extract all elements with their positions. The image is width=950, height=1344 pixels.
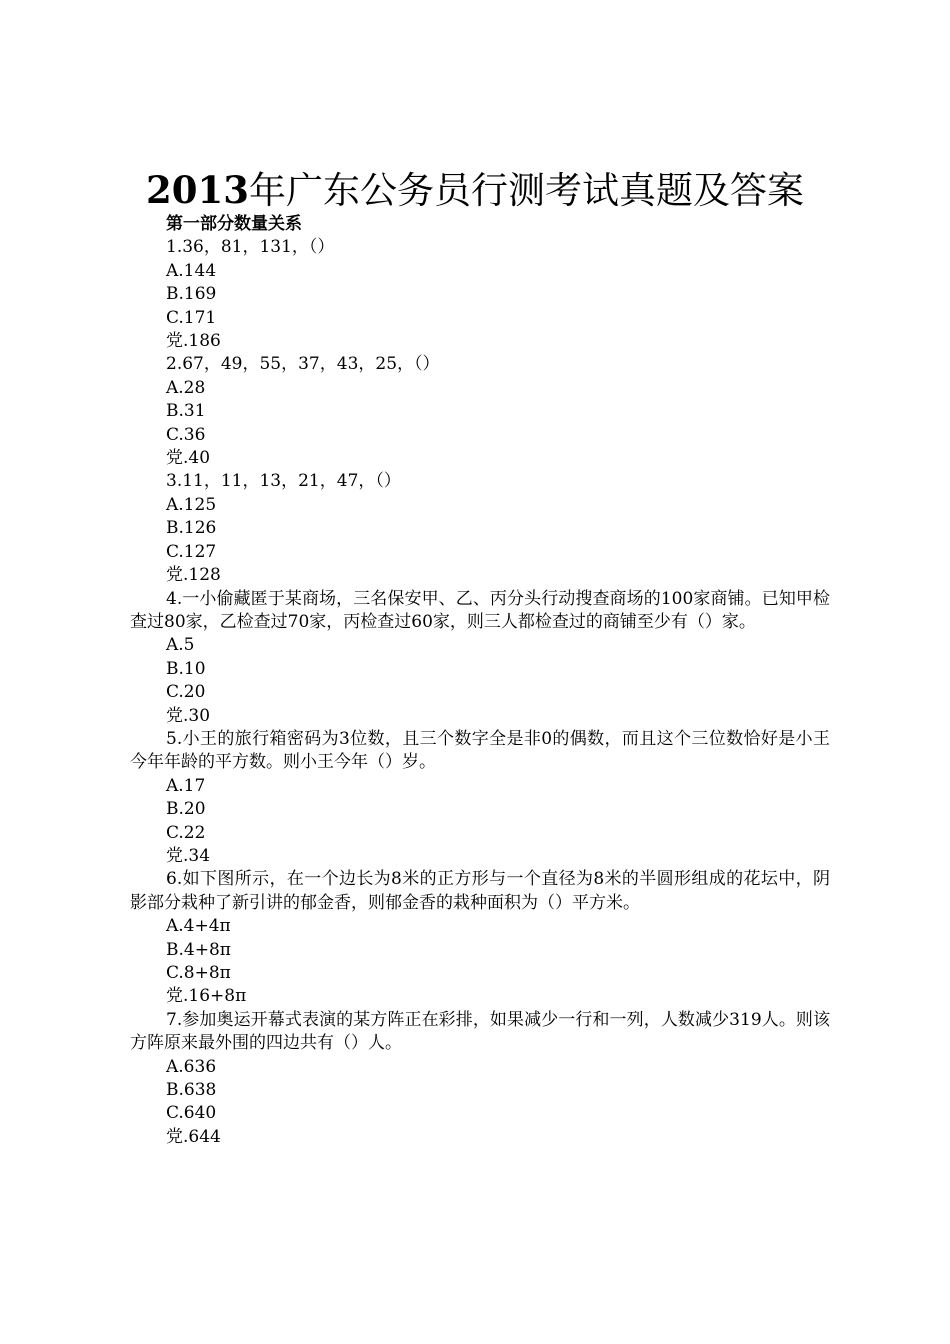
answer-option: C.640 [166,1103,217,1124]
question-stem: 7.参加奥运开幕式表演的某方阵正在彩排，如果减少一行和一列，人数减少319人。则该方阵原来最外围的四边共有（）人。 [130,1009,830,1054]
answer-option: 党.30 [166,705,211,726]
question-5 [130,728,830,868]
answer-option: B.169 [166,284,217,305]
answer-option: C.8+8π [166,963,231,983]
answer-option: B.638 [166,1080,217,1101]
question-list [130,236,830,1149]
question-stem: 4.一小偷藏匿于某商场，三名保安甲、乙、丙分头行动搜查商场的100家商铺。已知甲检查过80家，乙检查过70家，丙检查过60家，则三人都检查过的商铺至少有（）家。 [130,588,830,632]
answer-option: B.4+8π [166,939,231,960]
answer-option: C.127 [166,541,217,562]
question-6 [130,868,830,1008]
title-text: 年广东公务员行测考试真题及答案 [248,169,804,212]
answer-option: 党.128 [166,565,221,586]
question-4 [130,588,830,728]
title-year: 2013 [146,168,249,212]
answer-option: A.5 [166,635,195,656]
answer-option: A.125 [166,494,217,515]
question-7 [130,1009,830,1149]
answer-option: A.144 [166,260,217,281]
answer-option: A.17 [166,775,206,796]
answer-option: 党.186 [166,331,221,352]
answer-option: C.20 [166,682,206,703]
question-2 [130,353,830,470]
document-body [130,213,830,1149]
answer-option: C.36 [166,424,206,445]
answer-option: A.4+4π [166,916,231,937]
answer-option: 党.40 [166,448,211,469]
section-title: 第一部分数量关系 [166,214,302,234]
document-title [0,166,950,215]
answer-option: 党.16+8π [166,986,247,1007]
question-3 [130,470,830,587]
answer-option: B.20 [166,799,206,820]
question-stem: 3.11，11，13，21，47，（） [166,471,401,492]
question-stem: 6.如下图所示，在一个边长为8米的正方形与一个直径为8米的半圆形组成的花坛中，阴影部分栽种了新引讲的郁金香，则郁金香的栽种面积为（）平方米。 [130,869,830,913]
answer-option: A.28 [166,377,206,398]
answer-option: B.10 [166,658,206,679]
answer-option: B.126 [166,518,217,539]
question-1 [130,236,830,353]
answer-option: C.22 [166,822,206,843]
answer-option: 党.644 [166,1126,221,1147]
answer-option: B.31 [166,401,206,422]
question-stem: 2.67，49，55，37，43，25，（） [166,354,440,375]
answer-option: C.171 [166,307,217,328]
answer-option: 党.34 [166,845,211,866]
question-stem: 5.小王的旅行箱密码为3位数，且三个数字全是非0的偶数，而且这个三位数恰好是小王今年年龄的平方数。则小王今年（）岁。 [130,728,830,773]
question-stem: 1.36，81，131，（） [166,237,335,258]
answer-option: A.636 [166,1056,217,1077]
